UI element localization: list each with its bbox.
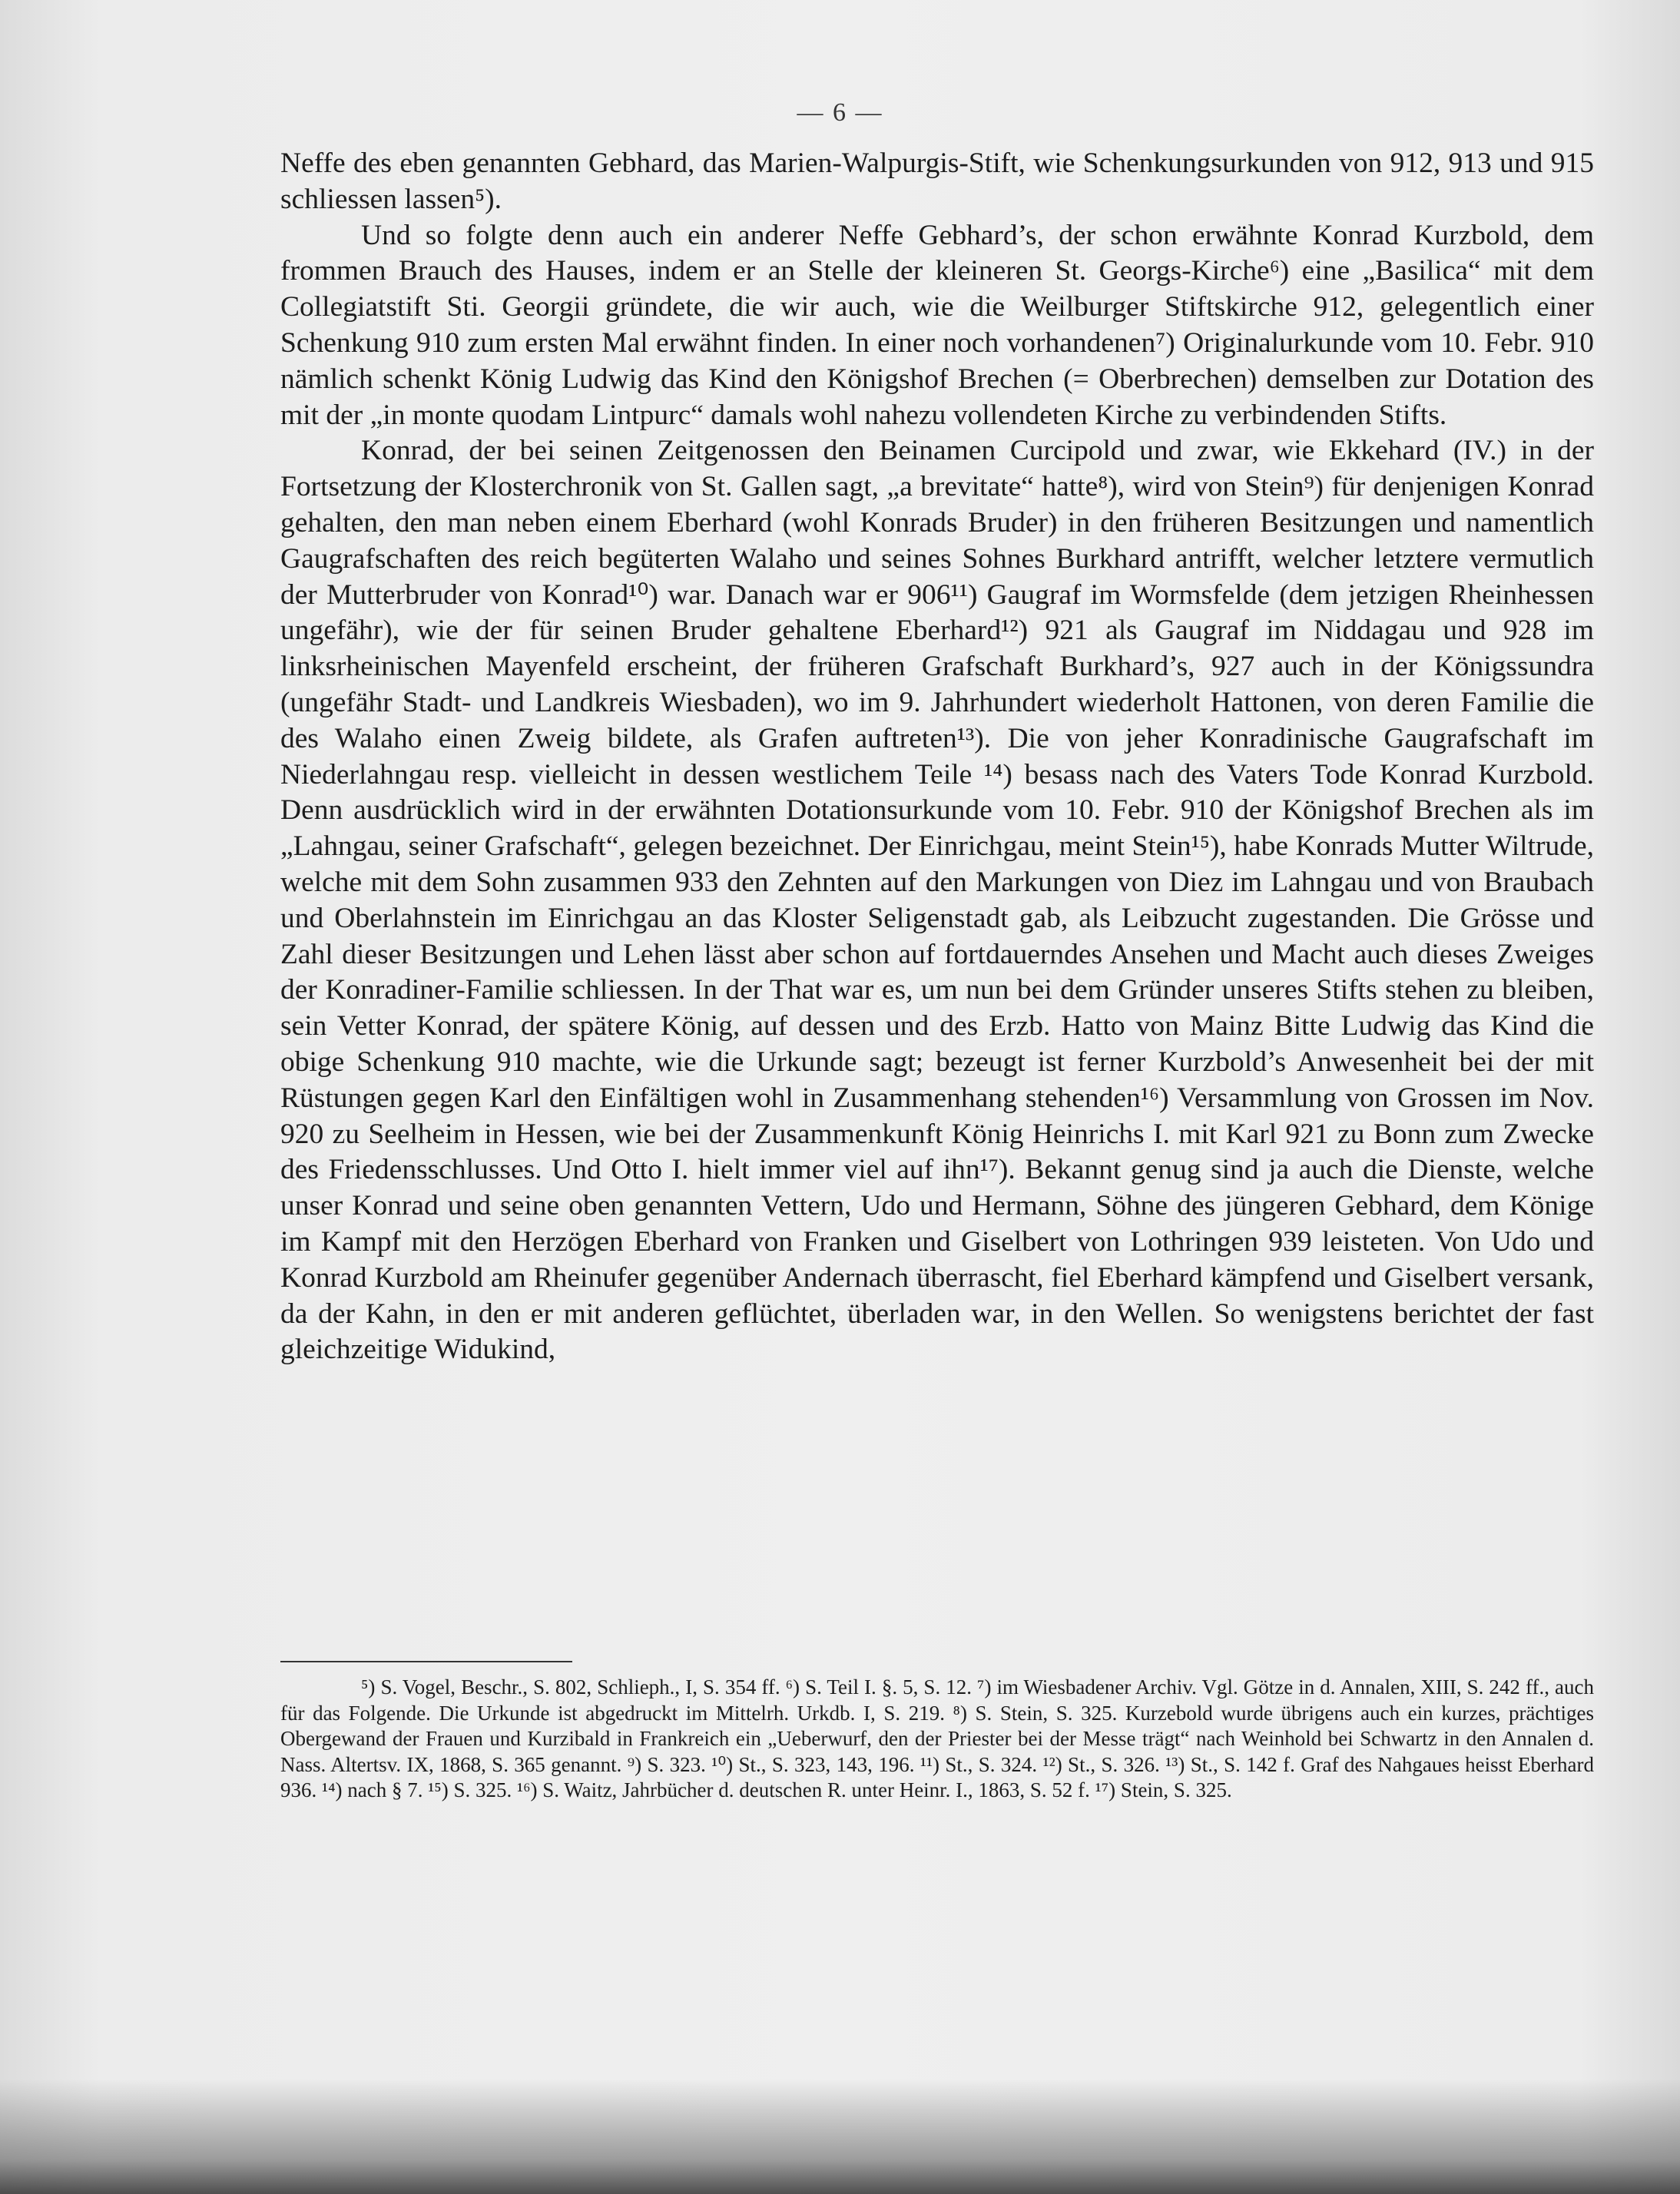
paragraph-1: Neffe des eben genannten Gebhard, das Marien-Walpurgis-Stift, wie Schenkungsurkunden von 912, 913 und 915 schliessen lassen⁵).	[280, 147, 1594, 215]
page-number: — 6 —	[797, 98, 883, 127]
body-text	[280, 146, 1594, 1368]
paragraph-2: Und so folgte denn auch ein anderer Neffe Gebhard’s, der schon erwähnte Konrad Kurzbold, dem frommen Brauch des Hauses, indem er an Stelle der kleineren St. Georgs-Kirche⁶) eine „Basilica“ mit dem Collegiatstift Sti. Georgii gründete, die wir auch, wie die Weilburger Stiftskirche 912, gelegentlich einer Schenkung 910 zum ersten Mal erwähnt finden. In einer noch vorhandenen⁷) Originalurkunde vom 10. Febr. 910 nämlich schenkt König Ludwig das Kind den Königshof Brechen (= Oberbrechen) demselben zur Dotation des mit der „in monte quodam Lintpurc“ damals wohl nahezu vollendeten Kirche zu verbindenden Stifts.	[280, 219, 1594, 431]
footnote-divider	[280, 1661, 572, 1662]
footnotes	[280, 1675, 1594, 1804]
footnote-text: ⁵) S. Vogel, Beschr., S. 802, Schlieph., I, S. 354 ff. ⁶) S. Teil I. §. 5, S. 12. ⁷) im Wiesbadener Archiv. Vgl. Götze in d. Annalen, XIII, S. 242 ff., auch für das Folgende. Die Urkunde ist abgedruckt im Mittelrh. Urkdb. I, S. 219. ⁸) S. Stein, S. 325. Kurzebold wurde übrigens auch ein kurzes, prächtiges Obergewand der Frauen und Kurzibald in Frankreich ein „Ueberwurf, den der Priester bei der Messe trägt“ nach Weinhold bei Schwartz in den Annalen d. Nass. Altertsv. IX, 1868, S. 365 genannt. ⁹) S. 323. ¹⁰) St., S. 323, 143, 196. ¹¹) St., S. 324. ¹²) St., S. 326. ¹³) St., S. 142 f. Graf des Nahgaues heisst Eberhard 936. ¹⁴) nach § 7. ¹⁵) S. 325. ¹⁶) S. Waitz, Jahrbücher d. deutschen R. unter Heinr. I., 1863, S. 52 f. ¹⁷) Stein, S. 325.	[280, 1675, 1594, 1802]
scan-edge-shadow	[0, 2079, 1680, 2194]
paragraph-3: Konrad, der bei seinen Zeitgenossen den Beinamen Curcipold und zwar, wie Ekkehard (IV.) in der Fortsetzung der Klosterchronik von St. Gallen sagt, „a brevitate“ hatte⁸), wird von Stein⁹) für denjenigen Konrad gehalten, den man neben einem Eberhard (wohl Konrads Bruder) in den früheren Besitzungen und namentlich Gaugrafschaften des reich begüterten Walaho und seines Sohnes Burkhard antrifft, welcher letztere vermutlich der Mutterbruder von Konrad¹⁰) war. Danach war er 906¹¹) Gaugraf im Wormsfelde (dem jetzigen Rheinhessen ungefähr), wie der für seinen Bruder gehaltene Eberhard¹²) 921 als Gaugraf im Niddagau und 928 im linksrheinischen Mayenfeld erscheint, der früheren Grafschaft Burkhard’s, 927 auch in der Königssundra (ungefähr Stadt- und Landkreis Wiesbaden), wo im 9. Jahrhundert wiederholt Hattonen, von deren Familie die des Walaho einen Zweig bildete, als Grafen auftreten¹³). Die von jeher Konradinische Gaugrafschaft im Niederlahngau resp. vielleicht in dessen westlichem Teile ¹⁴) besass nach des Vaters Tode Konrad Kurzbold. Denn ausdrücklich wird in der erwähnten Dotationsurkunde vom 10. Febr. 910 der Königshof Brechen als im „Lahngau, seiner Grafschaft“, gelegen bezeichnet. Der Einrichgau, meint Stein¹⁵), habe Konrads Mutter Wiltrude, welche mit dem Sohn zusammen 933 den Zehnten auf den Markungen von Diez im Lahngau und von Braubach und Oberlahnstein im Einrichgau an das Kloster Seligenstadt gab, als Leibzucht zugestanden. Die Grösse und Zahl dieser Besitzungen und Lehen lässt aber schon auf fortdauerndes Ansehen und Macht auch dieses Zweiges der Konradiner-Familie schliessen. In der That war es, um nun bei dem Gründer unseres Stifts stehen zu bleiben, sein Vetter Konrad, der spätere König, auf dessen und des Erzb. Hatto von Mainz Bitte Ludwig das Kind die obige Schenkung 910 machte, wie die Urkunde sagt; bezeugt ist ferner Kurzbold’s Anwesenheit bei der mit Rüstungen gegen Karl den Einfältigen wohl in Zusammenhang stehenden¹⁶) Versammlung von Grossen im Nov. 920 zu Seelheim in Hessen, wie bei der Zusammenkunft König Heinrichs I. mit Karl 921 zu Bonn zum Zwecke des Friedensschlusses. Und Otto I. hielt immer viel auf ihn¹⁷). Bekannt genug sind ja auch die Dienste, welche unser Konrad und seine oben genannten Vettern, Udo und Hermann, Söhne des jüngeren Gebhard, dem Könige im Kampf mit den Herzögen Eberhard von Franken und Giselbert von Lothringen 939 leisteten. Von Udo und Konrad Kurzbold am Rheinufer gegenüber Andernach überrascht, fiel Eberhard kämpfend und Giselbert versank, da der Kahn, in den er mit anderen geflüchtet, überladen war, in den Wellen. So wenigstens berichtet der fast gleichzeitige Widukind,	[280, 435, 1594, 1366]
